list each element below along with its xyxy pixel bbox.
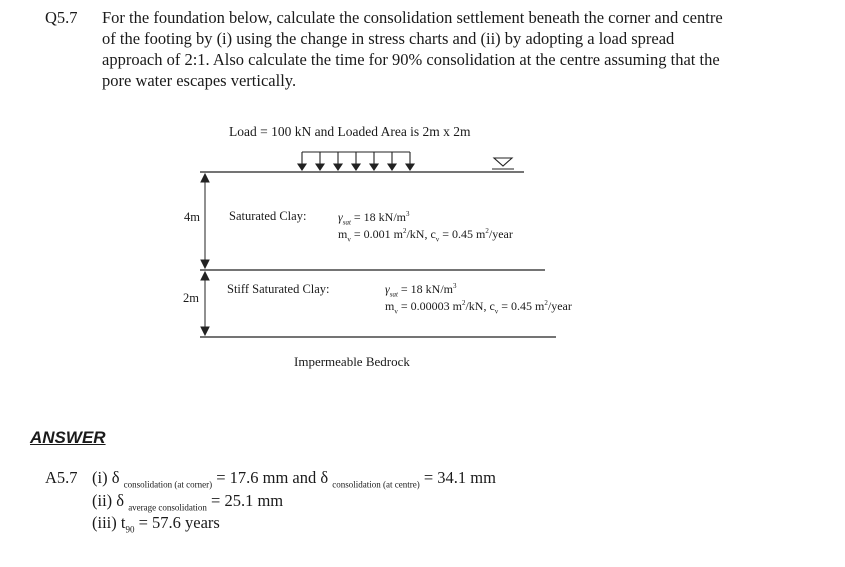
layer1-unit-weight: $\gamma_{sat} = 18$ $kN/m^3$ — [338, 210, 410, 227]
water-table-icon — [492, 158, 514, 169]
layer2-properties: $m_v = 0.00003$ $m^2/kN$, $c_v = 0.45$ $m^2$/year — [385, 299, 572, 316]
answer-heading: ANSWER — [30, 428, 106, 447]
load-label: Load = 100 kN and Loaded Area is 2m x 2m — [229, 124, 471, 139]
layer1-properties: $m_v = 0.001$ $m^2/kN$, $c_v = 0.45$ $m^2$/year — [338, 227, 513, 244]
layer1-thickness: 4m — [184, 210, 200, 224]
layer2-unit-weight: $\gamma_{sat} = 18$ $kN/m^3$ — [385, 282, 457, 299]
load-arrows — [298, 152, 414, 170]
question-line-2: of the footing by (i) using the change in stress charts and (ii) by adopting a load spread — [102, 29, 675, 48]
dimension-2m — [201, 272, 209, 335]
answer-line-2: (ii) δ $_{average consolidation}$ = 25.1 mm — [92, 491, 284, 513]
layer2-thickness: 2m — [183, 291, 199, 305]
question-line-3: approach of 2:1. Also calculate the time for 90% consolidation at the centre assuming that the — [102, 50, 720, 69]
layer2-name: Stiff Saturated Clay: — [227, 282, 330, 296]
answer-line-3: (iii) $t_{90} = 57.6$ years — [92, 513, 220, 535]
question-number: Q5.7 — [45, 8, 78, 27]
question-line-4: pore water escapes vertically. — [102, 71, 297, 90]
question-line-1: For the foundation below, calculate the consolidation settlement beneath the corner and centre — [102, 8, 723, 27]
answer-number: A5.7 — [45, 468, 78, 487]
dimension-4m — [201, 174, 209, 268]
layer1-name: Saturated Clay: — [229, 209, 307, 223]
answer-line-1: (i) δ $_{consolidation (at corner)}$ = 17.6 mm and δ $_{consolidation (at centre)}$ = 34.1 mm — [92, 468, 496, 490]
bedrock-label: Impermeable Bedrock — [294, 354, 410, 369]
